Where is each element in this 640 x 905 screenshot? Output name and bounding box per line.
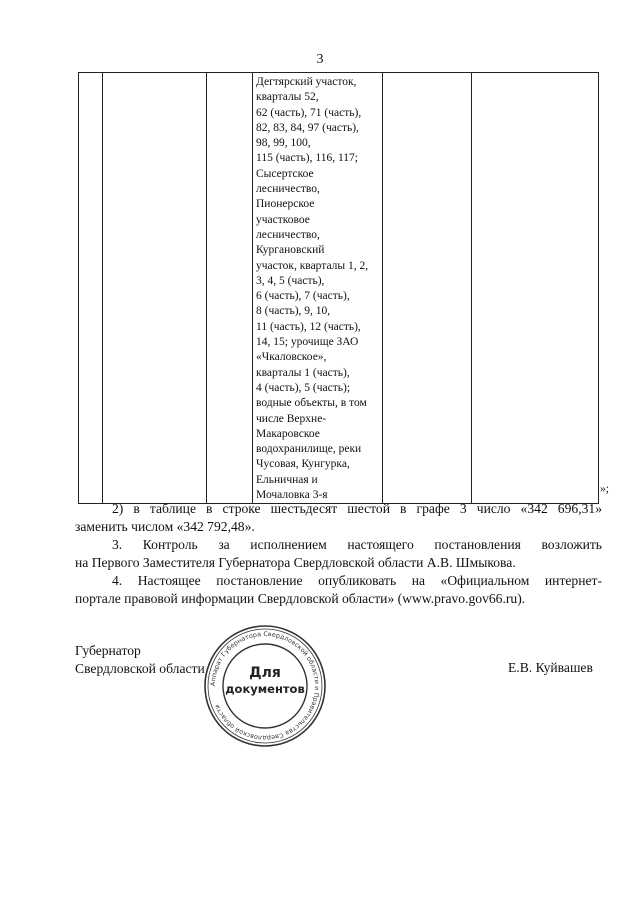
- territory-line: 115 (часть), 116, 117;: [256, 152, 358, 165]
- table-cell-col5: [383, 73, 472, 504]
- table-cell-territory: [253, 73, 383, 504]
- territory-line: Чусовая, Кунгурка,: [256, 458, 350, 471]
- territory-line: 6 (часть), 7 (часть),: [256, 290, 350, 303]
- item-2-line-1: 2) в таблице в строке шестьдесят шестой в графе 3 число «342 696,31»: [112, 501, 602, 516]
- territory-line: водохранилище, реки: [256, 443, 362, 456]
- item-3-line-2: на Первого Заместителя Губернатора Свердловской области А.В. Шмыкова.: [75, 555, 516, 570]
- signatory-title-line-2: Свердловской области: [75, 661, 205, 676]
- territory-line: Ельничная и: [256, 473, 318, 486]
- territory-description: [253, 73, 382, 503]
- stamp-ring-text: Аппарат Губернатора Свердловской области и Правительства Свердловской области: [209, 630, 321, 742]
- territory-line: Мочаловка 3-я: [256, 489, 328, 502]
- territory-line: 11 (часть), 12 (часть),: [256, 320, 361, 333]
- territory-line: Макаровское: [256, 427, 320, 440]
- signatory-name: Е.В. Куйвашев: [508, 660, 593, 675]
- official-stamp: [203, 624, 327, 748]
- territory-line: 14, 15; урочище ЗАО: [256, 336, 359, 349]
- table-cell-col1: [79, 73, 103, 504]
- territory-line: 82, 83, 84, 97 (часть),: [256, 121, 359, 134]
- territory-line: кварталы 1 (часть),: [256, 366, 350, 379]
- territory-line: участковое: [256, 213, 310, 226]
- territory-line: числе Верхне-: [256, 412, 327, 425]
- territory-line: Дегтярский участок,: [256, 76, 357, 88]
- signatory-title-line-1: Губернатор: [75, 643, 141, 658]
- page-number: 3: [316, 52, 324, 67]
- territory-line: 8 (часть), 9, 10,: [256, 305, 331, 318]
- territory-line: лесничество,: [256, 228, 320, 241]
- table-cell-col6: [472, 73, 599, 504]
- territory-line: Пионерское: [256, 198, 315, 211]
- territory-line: Сысертское: [256, 167, 314, 180]
- item-4-line-2: портале правовой информации Свердловской области» (www.pravo.gov66.ru).: [75, 591, 526, 606]
- territory-line: лесничество,: [256, 183, 320, 196]
- item-4-line-1: 4. Настоящее постановление опубликовать на «Официальном интернет-: [112, 573, 602, 588]
- table-end-mark: »;: [600, 483, 609, 495]
- item-2-line-2: заменить числом «342 792,48».: [75, 519, 255, 534]
- territory-line: водные объекты, в том: [256, 397, 367, 410]
- stamp-label-line-1: Для: [249, 665, 281, 681]
- territory-line: «Чкаловское»,: [256, 351, 327, 364]
- stamp-label-line-2: документов: [225, 682, 305, 696]
- territory-line: участок, кварталы 1, 2,: [256, 259, 369, 272]
- table-row: [79, 73, 599, 504]
- territory-line: кварталы 52,: [256, 91, 319, 104]
- territory-line: 4 (часть), 5 (часть);: [256, 381, 351, 394]
- territory-line: 98, 99, 100,: [256, 137, 311, 150]
- data-table: [78, 72, 599, 504]
- item-3-line-1: 3. Контроль за исполнением настоящего постановления возложить: [112, 537, 602, 552]
- table-cell-col3: [207, 73, 253, 504]
- territory-line: 62 (часть), 71 (часть),: [256, 106, 362, 119]
- table-cell-col2: [103, 73, 207, 504]
- territory-line: Кургановский: [256, 244, 325, 257]
- territory-line: 3, 4, 5 (часть),: [256, 274, 325, 287]
